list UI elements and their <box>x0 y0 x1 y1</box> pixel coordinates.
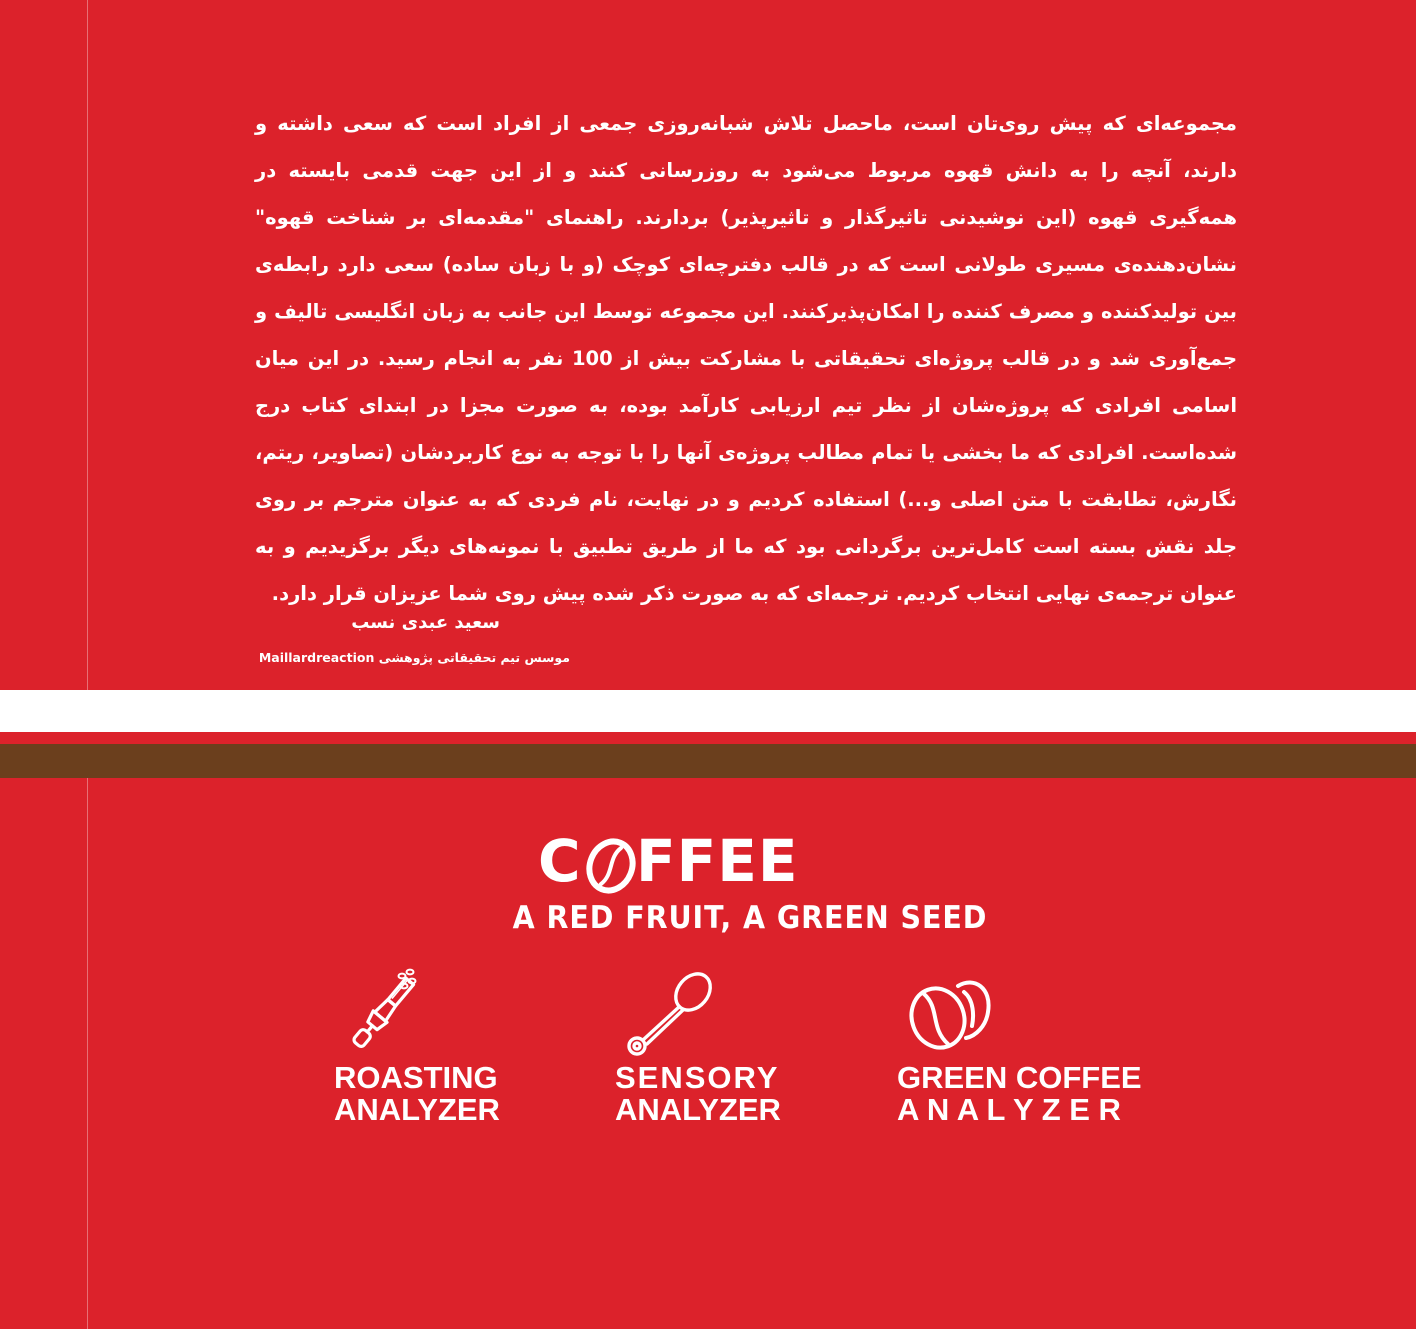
coffee-logo-ffee: FFEE <box>636 827 799 895</box>
sensory-analyzer-line1: SENSORY <box>615 1060 780 1095</box>
signature-name: سعید عبدی نسب <box>351 612 500 633</box>
green-coffee-analyzer-line2: A N A L Y Z E R <box>897 1092 1121 1127</box>
fold-line-top <box>87 0 88 690</box>
coffee-logo-c: C <box>538 827 581 895</box>
red-stripe <box>0 732 1416 744</box>
roaster-trier-icon <box>334 962 434 1062</box>
coffee-logo <box>500 826 850 896</box>
brown-stripe <box>0 744 1416 778</box>
roasting-analyzer-line1: ROASTING <box>334 1060 498 1095</box>
tagline: A RED FRUIT, A GREEN SEED <box>512 900 988 936</box>
spoon-icon <box>615 962 725 1062</box>
fold-line-bottom <box>87 778 88 1329</box>
roasting-analyzer-line2: ANALYZER <box>334 1092 500 1127</box>
intro-paragraph: مجموعه‌ای که پیش روی‌تان است، ماحصل تلاش شبانه‌روزی جمعی از افراد است که سعی داشته و دارند، آنچه را به دانش قهوه مربوط می‌شود به روزرسانی کنند و از این جهت قدمی بایسته در همه‌گیری قهوه (این نوشیدنی تاثیرگذار و تاثیرپذیر) بردارند. راهنمای "مقدمه‌ای بر شناخت قهوه" نشان‌دهنده‌ی مسیری طولانی است که در قالب دفترچه‌ای کوچک (و با زبان ساده) سعی دارد رابطه‌ی بین تولیدکننده و مصرف کننده را امکان‌پذیرکنند. این مجموعه توسط این جانب به زبان انگلیسی تالیف و جمع‌آوری شد و در قالب پروژه‌ای تحقیقاتی با مشارکت بیش از 100 نفر به انجام رسید. در این میان اسامی افرادی که پروژه‌شان از نظر تیم ارزیابی کارآمد بوده، به صورت مجزا در ابتدای کتاب درج شده‌است. افرادی که ما بخشی یا تمام مطالب پروژه‌ی آنها را با توجه به نوع کاربردشان (تصاویر، ریتم، نگارش، تطابقت با متن اصلی و...) استفاده کردیم و در نهایت، نام فردی که به عنوان مترجم بر روی جلد نقش بسته است کامل‌ترین برگردانی بود که ما از طریق تطبیق با نمونه‌های دیگر برگزیدیم و به عنوان ترجمه‌ی نهایی انتخاب کردیم. ترجمه‌ای که به صورت ذکر شده پیش روی شما عزیزان قرار دارد. <box>255 112 1238 605</box>
sensory-analyzer-line2: ANALYZER <box>615 1092 781 1127</box>
signature-title: موسس تیم تحقیقاتی پژوهشی Maillardreaction <box>258 650 570 665</box>
coffee-bean-icon <box>584 836 638 894</box>
white-stripe <box>0 690 1416 732</box>
green-coffee-analyzer-line1: GREEN COFFEE <box>897 1060 1142 1095</box>
coffee-beans-icon <box>900 966 1000 1066</box>
